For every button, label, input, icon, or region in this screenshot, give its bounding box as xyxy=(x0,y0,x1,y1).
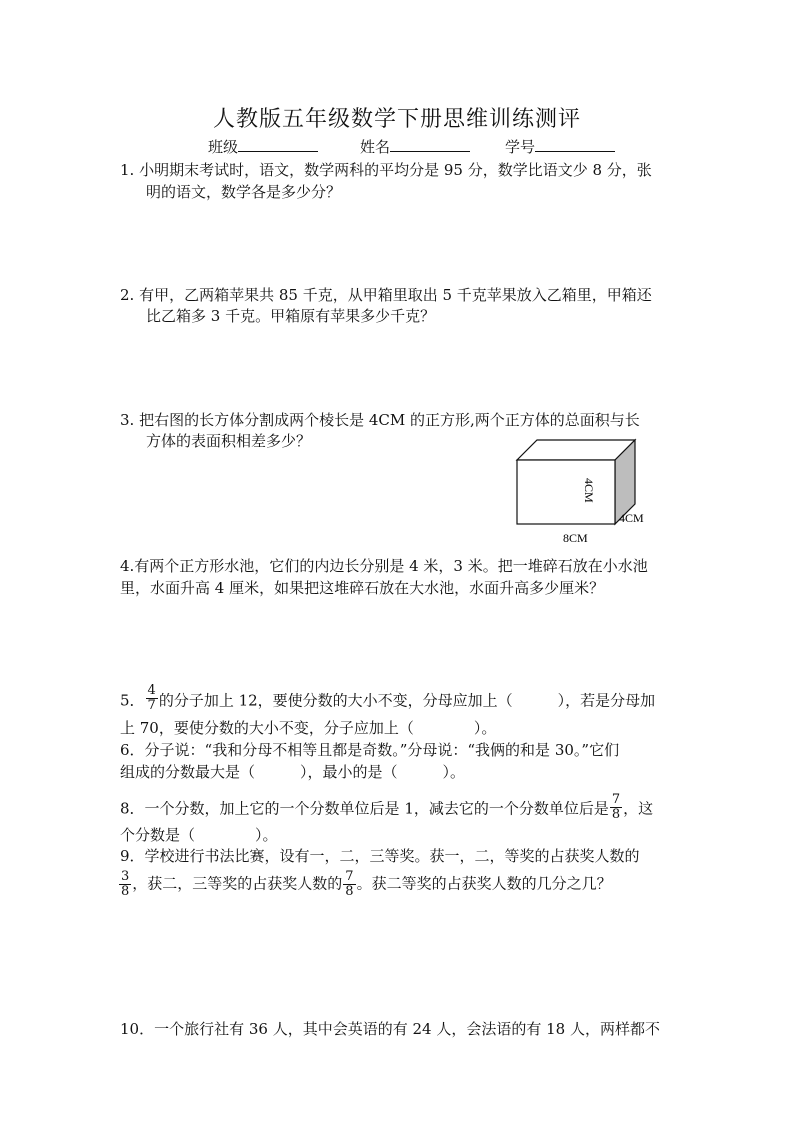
q1-line2: 明的语文，数学各是多少分？ xyxy=(146,183,342,201)
q8-line2: 个分数是（ ）。 xyxy=(120,826,278,844)
q9-line2-end: 。获二等奖的占获奖人数的几分之几？ xyxy=(356,874,612,893)
class-field xyxy=(208,136,318,157)
q9-frac2-denominator: 8 xyxy=(345,884,354,899)
q4-line1: 4.有两个正方形水池，它们的内边长分别是 4 米，3 米。把一堆碎石放在小水池 xyxy=(120,557,648,575)
name-label: 姓名 xyxy=(360,138,391,156)
q6-line1: 6．分子说：“我和分母不相等且都是奇数。”分母说：“我俩的和是 30。”它们 xyxy=(120,741,620,759)
id-field xyxy=(505,136,615,157)
q8-fraction xyxy=(610,793,622,822)
depth-label: 4CM xyxy=(619,511,644,525)
q9-fraction-2 xyxy=(343,870,355,899)
id-blank xyxy=(535,137,615,152)
q9-line2 xyxy=(118,870,612,899)
length-label: 8CM xyxy=(563,531,588,545)
q1-line1: 1. 小明期末考试时，语文，数学两科的平均分是 95 分，数学比语文少 8 分，张 xyxy=(120,161,652,179)
q10-line1: 10．一个旅行社有 36 人，其中会英语的有 24 人，会法语的有 18 人，两样都不 xyxy=(120,1020,660,1038)
q5-line2: 上 70，要使分数的大小不变，分子应加上（ ）。 xyxy=(120,719,497,737)
class-label: 班级 xyxy=(208,138,239,156)
q9-line2-mid: ，获二，三等奖的占获奖人数的 xyxy=(132,874,343,893)
name-field xyxy=(360,136,470,157)
q5-fraction xyxy=(146,684,158,713)
q2-line2: 比乙箱多 3 千克。甲箱原有苹果多少千克？ xyxy=(146,307,436,325)
q2-line1: 2. 有甲，乙两箱苹果共 85 千克，从甲箱里取出 5 千克苹果放入乙箱里，甲箱还 xyxy=(120,286,652,304)
height-label: 4CM xyxy=(582,478,596,503)
cuboid-figure xyxy=(505,436,665,548)
class-blank xyxy=(238,137,318,152)
q8-line1 xyxy=(120,792,654,824)
q9-line1: 9．学校进行书法比赛，设有一，二，三等奖。获一，二，等奖的占获奖人数的 xyxy=(120,847,640,865)
cuboid-front-face xyxy=(517,460,615,524)
id-label: 学号 xyxy=(505,138,536,156)
q5-line1-text: 的分子加上 12，要使分数的大小不变，分母应加上（ ），若是分母加 xyxy=(158,691,656,710)
q4-line2: 里，水面升高 4 厘米，如果把这堆碎石放在大水池，水面升高多少厘米？ xyxy=(120,579,605,597)
name-blank xyxy=(390,137,470,152)
q5-frac-numerator: 4 xyxy=(147,683,156,698)
q3-line1: 3. 把右图的长方体分割成两个棱长是 4CM 的正方形,两个正方体的总面积与长 xyxy=(120,411,640,429)
q8-frac-numerator: 7 xyxy=(611,792,621,807)
q9-frac1-denominator: 8 xyxy=(121,884,130,899)
q5-frac-denominator: 7 xyxy=(147,698,156,713)
q9-frac1-numerator: 3 xyxy=(121,869,130,884)
q9-fraction-1 xyxy=(119,870,131,899)
q8-line1-text: 8．一个分数，加上它的一个分数单位后是 1，减去它的一个分数单位后是 xyxy=(120,799,609,818)
page-title: 人教版五年级数学下册思维训练测评 xyxy=(212,107,581,132)
q6-line2: 组成的分数最大是（ ），最小的是（ ）。 xyxy=(120,763,466,781)
q5-number: 5． xyxy=(120,691,145,710)
q8-line1-end: ，这 xyxy=(623,799,654,818)
q3-line2: 方体的表面积相差多少？ xyxy=(146,432,312,450)
q9-frac2-numerator: 7 xyxy=(345,869,354,884)
q5-line1 xyxy=(120,683,656,716)
q8-frac-denominator: 8 xyxy=(611,807,621,822)
